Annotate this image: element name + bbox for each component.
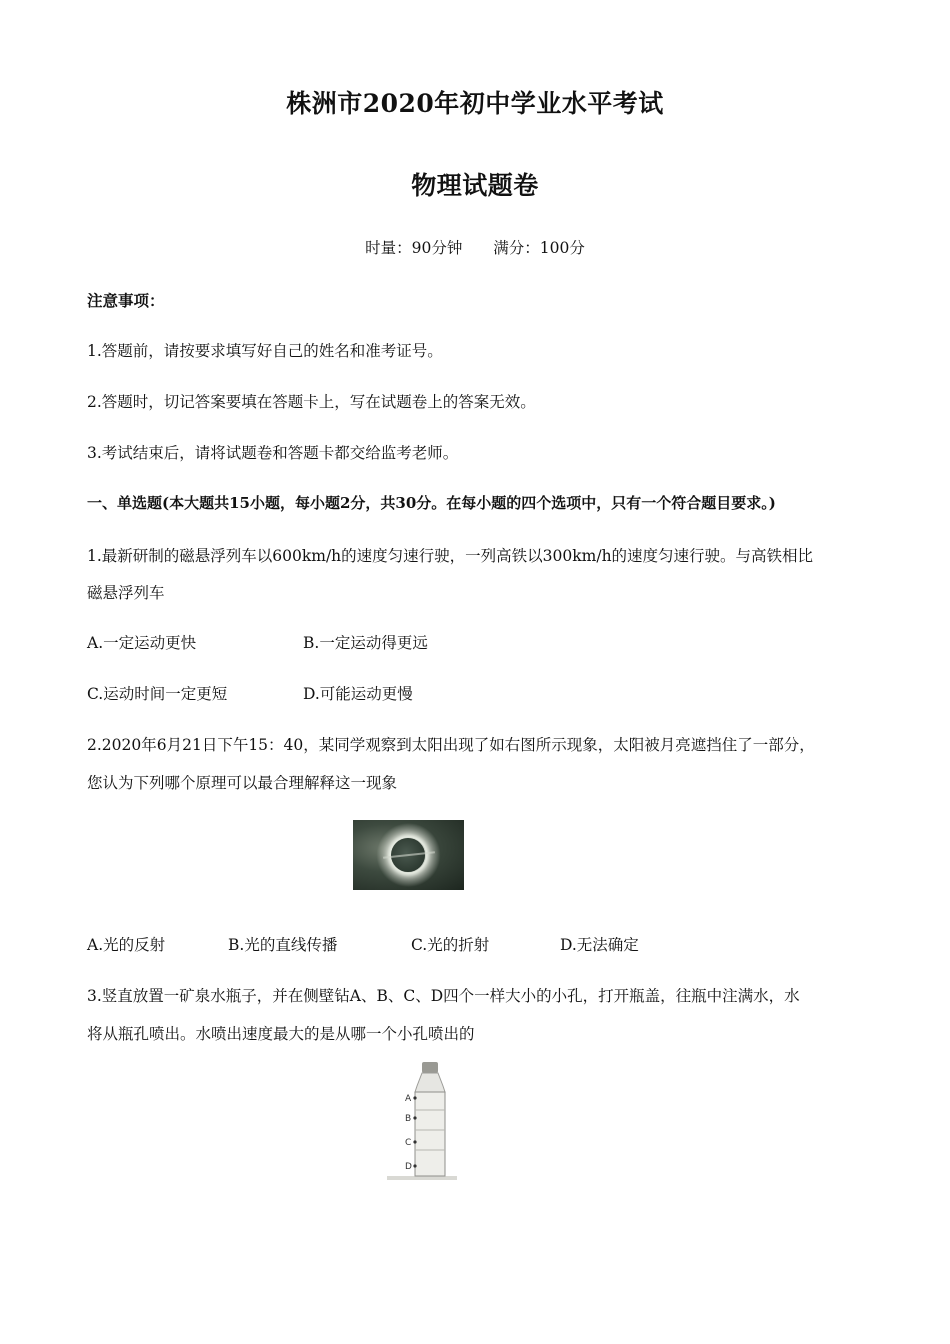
exam-meta xyxy=(0,236,950,258)
hole-b xyxy=(413,1116,416,1119)
label-c: C xyxy=(405,1138,412,1148)
question-1-option-b: B.一定运动得更远 xyxy=(303,634,428,652)
notes-heading: 注意事项： xyxy=(87,291,165,310)
question-2-option-b: B.光的直线传播 xyxy=(228,936,338,954)
paper-subtitle: 物理试题卷 xyxy=(411,171,539,200)
question-2-option-c: C.光的折射 xyxy=(411,936,490,954)
question-3-stem-cont: 将从瓶孔喷出。水喷出速度最大的是从哪一个小孔喷出的 xyxy=(87,1025,475,1043)
note-item: 2.答题时，切记答案要填在答题卡上，写在试题卷上的答案无效。 xyxy=(87,393,536,411)
bottle-shoulder xyxy=(415,1073,445,1092)
question-1-option-c: C.运动时间一定更短 xyxy=(87,685,228,703)
label-b: B xyxy=(405,1114,412,1124)
full-score: 满分：100分 xyxy=(493,239,585,257)
question-1-stem-cont: 磁悬浮列车 xyxy=(87,584,165,602)
question-2-option-a: A.光的反射 xyxy=(87,936,166,954)
water-bottle-figure xyxy=(385,1058,465,1184)
section-heading: 一、单选题(本大题共15小题，每小题2分，共30分。在每小题的四个选项中，只有一个符合题目要求。) xyxy=(87,494,776,512)
note-item: 1.答题前，请按要求填写好自己的姓名和准考证号。 xyxy=(87,342,443,360)
hole-c xyxy=(413,1140,416,1143)
hole-d xyxy=(413,1164,416,1167)
label-a: A xyxy=(405,1094,412,1104)
hole-a xyxy=(413,1096,416,1099)
bottle-body xyxy=(415,1092,445,1176)
exam-title: 株洲市2020年初中学业水平考试 xyxy=(286,89,664,118)
question-2-stem: 2.2020年6月21日下午15：40，某同学观察到太阳出现了如右图所示现象，太阳被月亮遮挡住了一部分， xyxy=(87,736,815,754)
question-1-stem: 1.最新研制的磁悬浮列车以600km/h的速度匀速行驶，一列高铁以300km/h的速度匀速行驶。与高铁相比 xyxy=(87,547,814,565)
bottle-cap xyxy=(422,1062,438,1073)
question-1-option-d: D.可能运动更慢 xyxy=(303,685,413,703)
bottle-base-shadow xyxy=(387,1176,457,1180)
solar-eclipse-photo xyxy=(353,820,464,890)
label-d: D xyxy=(405,1162,412,1172)
question-1-option-a: A.一定运动更快 xyxy=(87,634,197,652)
question-3-stem: 3.竖直放置一矿泉水瓶子，并在侧壁钻A、B、C、D四个一样大小的小孔，打开瓶盖，往瓶中注满水，水 xyxy=(87,987,800,1005)
question-2-stem-cont: 您认为下列哪个原理可以最合理解释这一现象 xyxy=(87,774,398,792)
note-item: 3.考试结束后，请将试题卷和答题卡都交给监考老师。 xyxy=(87,444,459,462)
question-2-option-d: D.无法确定 xyxy=(560,936,639,954)
time-limit: 时量：90分钟 xyxy=(365,239,463,257)
